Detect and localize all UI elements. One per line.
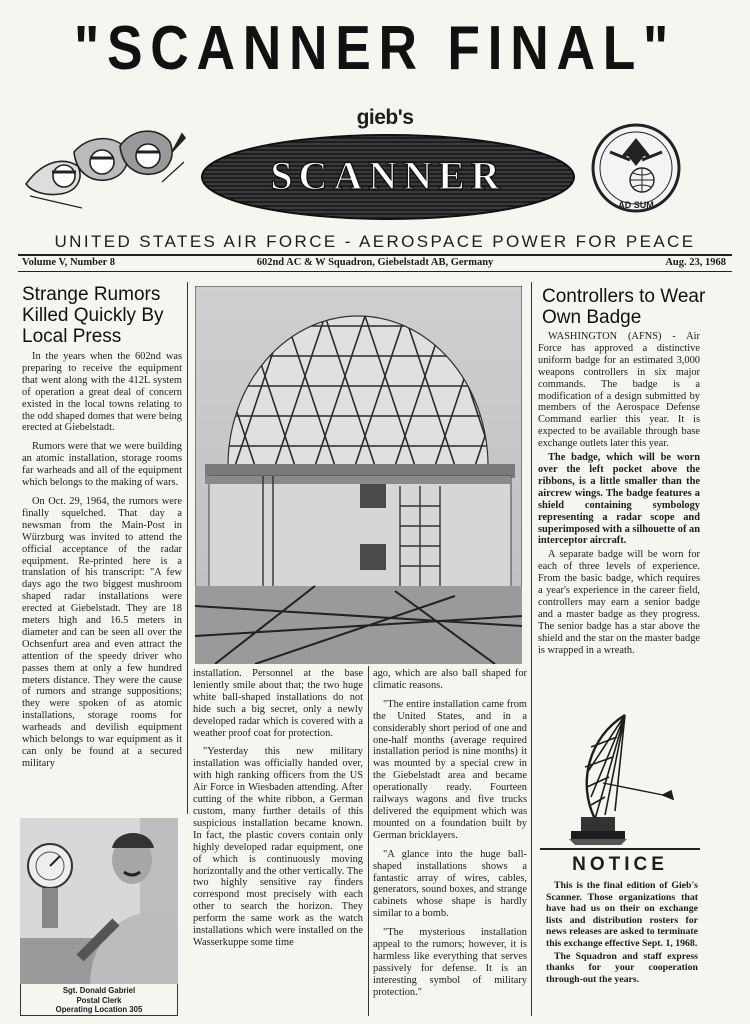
paragraph: "The mysterious installation appeal to the rumors; however, it is harmless like everything that serves passively for defense. It is an interesting symbol of military protection." bbox=[373, 927, 527, 998]
radome-photo bbox=[195, 286, 522, 664]
column-divider bbox=[187, 282, 188, 814]
right-article-title: Controllers to Wear Own Badge bbox=[542, 286, 706, 328]
paragraph: On Oct. 29, 1964, the rumors were finally squelched. That day a newsman from the Main-Post in Würzburg was invited to attend the official acceptance of the radar equipment. Re-printed here is a translation of his transcript: "A few days ago the two biggest mushroom shaped radar installations were erected at Giebelstadt. They are 18 meters high and 16.5 meters in diameter and can be seen all over the Ochsenfurt area and even attract the attention of the speedy driver who passes them at only a few hundred meters distance. They were the cause of rumors and strange suppositions; they were spoken of as atomic installations, storage rooms for warheads and devilish equipment which belongs to war equipment as it can only be found at a secured military bbox=[22, 495, 182, 769]
newspaper-headline: "SCANNER FINAL" bbox=[73, 14, 677, 83]
paragraph: installation. Personnel at the base leniently smile about that; the two huge white ball-shaped installations do not hide such a big secret, only a newly developed radar which is covered with a weather proof coat for protection. bbox=[193, 668, 363, 739]
publisher-wordmark: gieb's bbox=[356, 106, 414, 129]
middle-column-2 bbox=[373, 668, 527, 1018]
logo-wordmark: SCANNER bbox=[270, 153, 506, 198]
middle-column-1 bbox=[193, 668, 363, 1018]
photo-caption bbox=[20, 986, 178, 1015]
column-divider bbox=[531, 282, 532, 1016]
right-article-body bbox=[538, 331, 700, 691]
volume-number: Volume V, Number 8 bbox=[22, 257, 115, 268]
divider bbox=[540, 848, 700, 850]
left-article-body bbox=[22, 351, 182, 811]
caption-role: Postal Clerk bbox=[76, 995, 122, 1005]
issue-line bbox=[20, 257, 730, 271]
notice-body bbox=[546, 880, 698, 985]
left-article-title: Strange Rumors Killed Quickly By Local Press bbox=[22, 284, 164, 347]
paragraph: WASHINGTON (AFNS) - Air Force has approved a distinctive uniform badge for an estimated 3,000 weapons controllers in six major commands. The badge is a modification of a design submitted by members of the Aerospace Defense Command earlier this year. It is expected to be available through base exchange outlets later this year. bbox=[538, 331, 700, 450]
paragraph: This is the final edition of Gieb's Scanner. Those organizations that have had us on their on exchange lists and distribution rosters for news releases are asked to terminate this exchange effective Sept. 1, 1968. bbox=[546, 880, 698, 949]
paragraph: In the years when the 602nd was preparing to receive the equipment that went along with the 412L system of operation a great deal of concern existed in the local towns relating to the odd shaped domes that were being erected at Giebelstadt. bbox=[22, 351, 182, 434]
radar-antenna-illustration bbox=[555, 707, 685, 845]
issue-date: Aug. 23, 1968 bbox=[665, 257, 726, 268]
paragraph: "The entire installation came from the United States, and in a considerably short period of one and one-half months (average required installation period is nine months) it was mounted by a special crew in the Giebelstadt area and became operationally ready. Fourteen railways wagons and five trucks delivered the equipment which was mounted on a foundation built by German bricklayers. bbox=[373, 698, 527, 841]
caption-name: Sgt. Donald Gabriel bbox=[62, 986, 136, 995]
paragraph: "Yesterday this new military installation was officially handed over, with high ranking officers from the US Air Force in Wiesbaden attending. After cutting of the white ribbon, a German custom, many further details of this suspicious installation became known. In fact, the plastic covers contain only highly developed radar equipment, one of which is continuously moving horizontally and the other vertically. The two highly sensitive ray finders correspond most precisely with each other to search the horizon. They perform the same work as the watch installations which were installed on the Wasserkuppe some time bbox=[193, 746, 363, 948]
postal-clerk-photo bbox=[20, 818, 178, 984]
squadron-emblem bbox=[590, 122, 682, 214]
divider bbox=[18, 271, 732, 272]
pilots-illustration bbox=[22, 122, 190, 210]
divider bbox=[18, 254, 732, 256]
emblem-motto: AD SUM bbox=[618, 200, 654, 210]
paragraph: ago, which are also ball shaped for climatic reasons. bbox=[373, 668, 527, 691]
scanner-logo bbox=[198, 132, 578, 222]
squadron-name: 602nd AC & W Squadron, Giebelstadt AB, Germany bbox=[256, 257, 494, 268]
notice-title: NOTICE bbox=[572, 854, 668, 875]
paragraph: A separate badge will be worn for each of three levels of experience. From the basic badge, which requires a year's experience in the career field, controllers may earn a senior badge and a master badge as they progress. The senior badge has a star above the shield and the star on the master badge is wrapped in a wreath. bbox=[538, 549, 700, 656]
column-divider bbox=[368, 666, 369, 1016]
paragraph: The Squadron and staff express thanks for your cooperation through-out the years. bbox=[546, 950, 698, 985]
paragraph: The badge, which will be worn over the left pocket above the ribbons, is a little smaller than the aircrew wings. The badge features a shield containing symbology representing a radar scope and superimposed with a silhouette of an interceptor aircraft. bbox=[538, 452, 700, 547]
paragraph: Rumors were that we were building an atomic installation, storage rooms far warheads and all of the equipment which belongs to the making of wars. bbox=[22, 441, 182, 489]
caption-location: Operating Location 305 bbox=[55, 1005, 143, 1015]
motto-line: UNITED STATES AIR FORCE - AEROSPACE POWER FOR PEACE bbox=[54, 232, 696, 251]
paragraph: "A glance into the huge ball-shaped installations shows a fantastic array of wires, cables, generators, sound boxes, and strange cabinets whose shape is hardly similar to a bomb. bbox=[373, 848, 527, 920]
